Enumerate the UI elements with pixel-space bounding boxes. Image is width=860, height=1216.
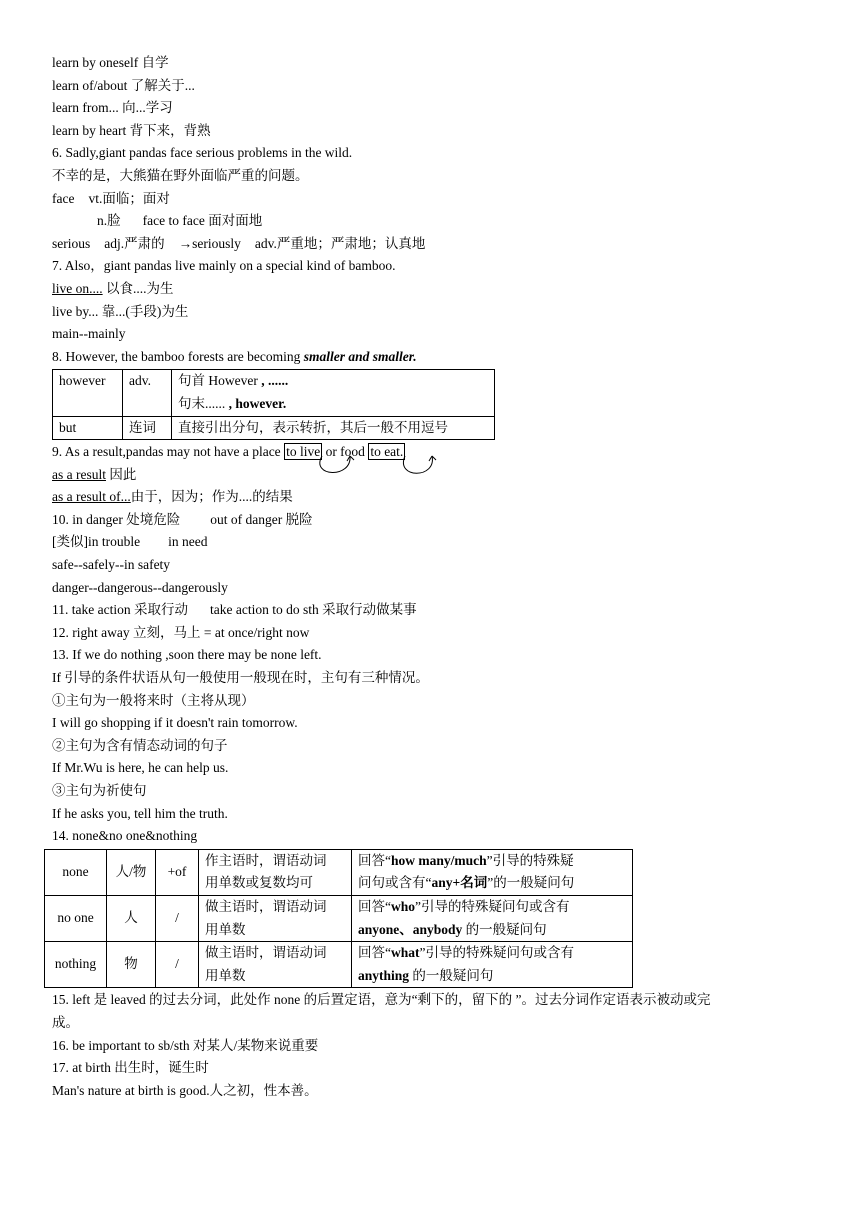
sentence-9: 9. As a result,pandas may not have a place to live or food to eat. [52, 441, 822, 464]
however-but-table [52, 369, 495, 440]
sentence-10: 10. in danger 处境危险 out of danger 脱险 [52, 511, 313, 527]
text-line: If Mr.Wu is here, he can help us. [52, 760, 229, 776]
table-row: nothing 物 / 做主语时，谓语动词 用单数 回答“what”引导的特殊疑问句或含有 anything 的一般疑问句 [45, 942, 633, 988]
table-cell: however [53, 370, 123, 416]
serious-word: serious [52, 235, 91, 251]
text-line: ③主句为祈使句 [52, 783, 147, 798]
text-line: danger--dangerous--dangerously [52, 579, 228, 595]
live-by-entry: live by... 靠...(手段)为生 [52, 303, 189, 319]
table-cell: 直接引出分句，表示转折，其后一般不用逗号 [172, 416, 495, 440]
boxed-to-live: to live [286, 444, 321, 460]
text-line: 成。 [52, 1014, 79, 1030]
face-noun: n.脸 [97, 213, 121, 229]
serious-arrow: →seriously [178, 235, 241, 251]
sentence-11: 11. take action 采取行动 take action to do sth 采取行动做某事 [52, 602, 417, 618]
face-phrase: face to face 面对面地 [142, 213, 263, 229]
serious-adv: adv.严重地；严肃地；认真地 [254, 235, 426, 251]
sentence-16: 16. be important to sb/sth 对某人/某物来说重要 [52, 1037, 319, 1053]
text-line: If 引导的条件状语从句一般使用一般现在时，主句有三种情况。 [52, 670, 429, 686]
sentence-8-emphasis: smaller and smaller. [303, 348, 417, 364]
live-on-entry [52, 278, 822, 301]
none-noone-nothing-table [44, 849, 633, 989]
text-line: learn from... 向...学习 [52, 100, 173, 116]
table-row: none 人/物 +of 作主语时，谓语动词 用单数或复数均可 回答“how many/much”引导的特殊疑 问句或含有“any+名词”的一般疑问句 [45, 849, 633, 895]
serious-entry [52, 233, 822, 256]
text-line: If he asks you, tell him the truth. [52, 805, 228, 821]
text-line: learn by heart 背下来，背熟 [52, 122, 211, 138]
as-a-result-entry: as a result 因此 [52, 466, 137, 482]
sentence-14: 14. none&no one&nothing [52, 828, 198, 844]
face-word: face [52, 190, 75, 206]
sentence-15: 15. left 是 leaved 的过去分词，此处作 none 的后置定语，意为“剩下的，留下的 ”。过去分词作定语表示被动或完 [52, 992, 711, 1008]
sentence-13: 13. If we do nothing ,soon there may be none left. [52, 647, 322, 663]
text-line: learn of/about 了解关于... [52, 77, 195, 93]
table-row [53, 416, 495, 440]
table-row [53, 370, 495, 416]
similar-entry: [类似]in trouble in need [52, 534, 208, 550]
serious-adj: adj.严肃的 [104, 235, 165, 251]
face-vt: vt.面临；面对 [88, 190, 170, 206]
table-cell: but [53, 416, 123, 440]
sentence-6: 6. Sadly,giant pandas face serious problems in the wild. [52, 145, 353, 161]
face-entry [52, 188, 822, 211]
text-line: I will go shopping if it doesn't rain tomorrow. [52, 715, 298, 731]
table-row: no one 人 / 做主语时，谓语动词 用单数 回答“who”引导的特殊疑问句或含有 anyone、anybody 的一般疑问句 [45, 895, 633, 941]
text-line: ②主句为含有情态动词的句子 [52, 737, 228, 753]
as-a-result-of-entry: as a result of...由于，因为；作为....的结果 [52, 489, 293, 505]
sentence-8: 8. However, the bamboo forests are becoming smaller and smaller. [52, 348, 417, 364]
document-page [52, 52, 822, 1102]
text-line: learn by oneself 自学 [52, 55, 169, 70]
text-line: safe--safely--in safety [52, 557, 171, 573]
face-noun-entry [52, 210, 822, 233]
sentence-17: 17. at birth 出生时，诞生时 [52, 1060, 209, 1076]
live-on-meaning: 以食....为生 [102, 280, 174, 296]
table-cell: adv. [123, 370, 172, 416]
main-entry: main--mainly [52, 326, 126, 342]
sentence-7: 7. Also，giant pandas live mainly on a special kind of bamboo. [52, 258, 396, 274]
table-cell: 连词 [123, 416, 172, 440]
sentence-6-translation: 不幸的是，大熊猫在野外面临严重的问题。 [52, 167, 309, 183]
boxed-to-eat: to eat. [370, 444, 404, 460]
sentence-12: 12. right away 立刻，马上 = at once/right now [52, 624, 310, 640]
text-line: ①主句为一般将来时（主将从现） [52, 692, 255, 708]
live-on-phrase: live on.... [52, 280, 103, 296]
text-line: Man's nature at birth is good.人之初，性本善。 [52, 1082, 318, 1098]
table-cell: 句首 However , ...... 句末...... , however. [172, 370, 495, 416]
